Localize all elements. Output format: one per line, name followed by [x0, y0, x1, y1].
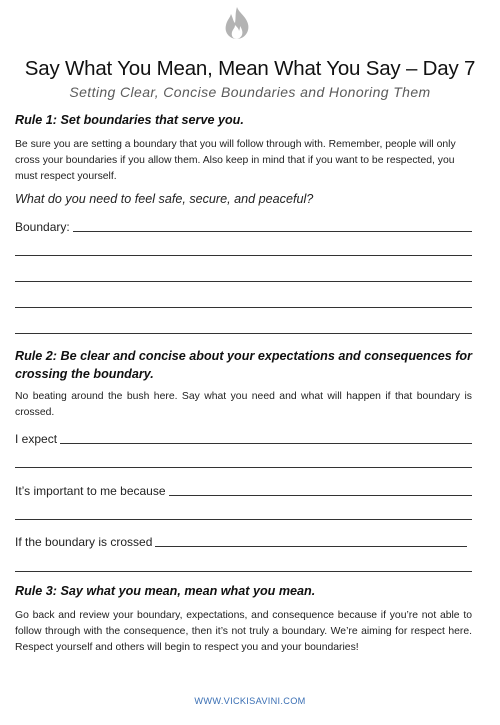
page-title: Say What You Mean, Mean What You Say – Day 7 — [24, 57, 476, 80]
rule-1-question: What do you need to feel safe, secure, and peaceful? — [15, 192, 314, 206]
flame-icon — [222, 6, 252, 40]
crossed-field[interactable] — [15, 529, 467, 549]
important-label: It’s important to me because — [15, 484, 166, 498]
writing-line[interactable] — [15, 571, 472, 572]
boundary-label: Boundary: — [15, 220, 70, 234]
footer-website-link[interactable]: WWW.VICKISAVINI.COM — [194, 696, 306, 706]
writing-line[interactable] — [15, 281, 472, 282]
writing-line[interactable] — [15, 467, 472, 468]
important-field[interactable] — [15, 478, 472, 498]
rule-2-body: No beating around the bush here. Say what you need and what will happen if that boundary is crossed. — [15, 391, 472, 418]
writing-line[interactable] — [15, 255, 472, 256]
rule-1-heading: Rule 1: Set boundaries that serve you. — [15, 113, 244, 127]
writing-line[interactable] — [15, 519, 472, 520]
important-input-line[interactable] — [169, 495, 472, 496]
rule-3-heading: Rule 3: Say what you mean, mean what you mean. — [15, 584, 316, 598]
writing-line[interactable] — [15, 333, 472, 334]
rule-3-body: Go back and review your boundary, expectations, and consequence because if you’re not able to follow through with the consequence, then it’s not truly a boundary. We’re aiming for respect here. Respect yourself and others will begin to respect you and your boundaries! — [15, 610, 472, 653]
boundary-field[interactable] — [15, 214, 472, 234]
expect-label: I expect — [15, 432, 58, 446]
writing-line[interactable] — [15, 307, 472, 308]
crossed-label: If the boundary is crossed — [15, 535, 153, 549]
expect-input-line[interactable] — [60, 443, 472, 444]
rule-2-heading: Rule 2: Be clear and concise about your expectations and consequences for crossing the boundary. — [15, 349, 473, 381]
rule-1-body: Be sure you are setting a boundary that you will follow through with. Remember, people will only cross your boundaries if you allow them. Also keep in mind that if you want to be respected, you must respect yourself. — [15, 139, 456, 182]
crossed-input-line[interactable] — [155, 546, 467, 547]
page-subtitle: Setting Clear, Concise Boundaries and Honoring Them — [69, 84, 431, 100]
expect-field[interactable] — [15, 426, 472, 446]
boundary-input-line[interactable] — [73, 231, 472, 232]
